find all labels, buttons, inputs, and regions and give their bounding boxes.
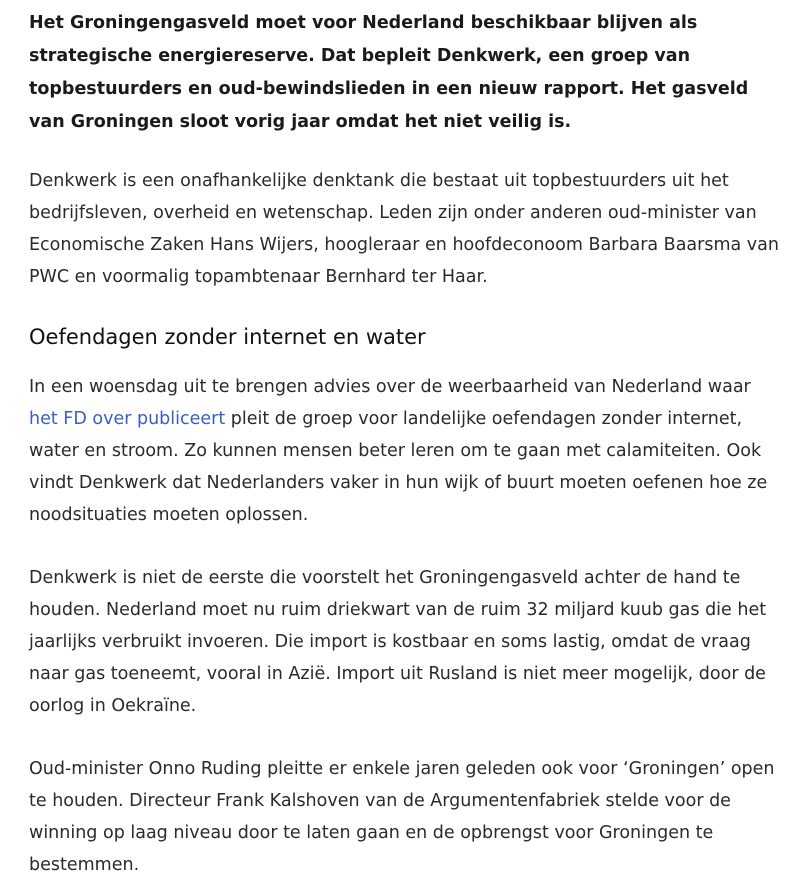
- article-paragraph: Denkwerk is niet de eerste die voorstelt het Groningengasveld achter de hand te houden. Nederland moet nu ruim driekwart van de ruim 32 miljard kuub gas die het jaarlijks verbruikt invoeren. Die import is kostbaar en soms lastig, omdat de vraag naar gas toeneemt, vooral in Azië. Import uit Rusland is niet meer mogelijk, door de oorlog in Oekraïne.: [29, 568, 767, 716]
- section-heading: Oefendagen zonder internet en water: [29, 325, 426, 349]
- article-paragraph: Denkwerk is een onafhankelijke denktank die bestaat uit topbestuurders uit het bedrijfsleven, overheid en wetenschap. Leden zijn onder anderen oud-minister van Economische Zaken Hans Wijers, hoogleraar en hoofdeconoom Barbara Baarsma van PWC en voormalig topambtenaar Bernhard ter Haar.: [29, 171, 779, 287]
- paragraph-text: pleit de groep voor landelijke oefendagen zonder internet, water en stroom. Zo kunnen mensen beter leren om te gaan met calamiteiten. Ook vindt Denkwerk dat Nederlanders vaker in hun wijk of buurt moeten oefenen hoe ze noodsituaties moeten oplossen.: [29, 409, 768, 525]
- paragraph-text: In een woensdag uit te brengen advies over de weerbaarheid van Nederland waar: [29, 377, 751, 397]
- article-paragraph: [29, 371, 779, 531]
- article-paragraph: Oud-minister Onno Ruding pleitte er enkele jaren geleden ook voor ‘Groningen’ open te houden. Directeur Frank Kalshoven van de Argumentenfabriek stelde voor de winning op laag niveau door te laten gaan en de opbrengst voor Groningen te bestemmen.: [29, 759, 775, 875]
- fd-article-link[interactable]: het FD over publiceert: [29, 409, 226, 429]
- article-lead: Het Groningengasveld moet voor Nederland beschikbaar blijven als strategische energiereserve. Dat bepleit Denkwerk, een groep van topbestuurders en oud-bewindslieden in een nieuw rapport. Het gasveld van Groningen sloot vorig jaar omdat het niet veilig is.: [29, 13, 749, 132]
